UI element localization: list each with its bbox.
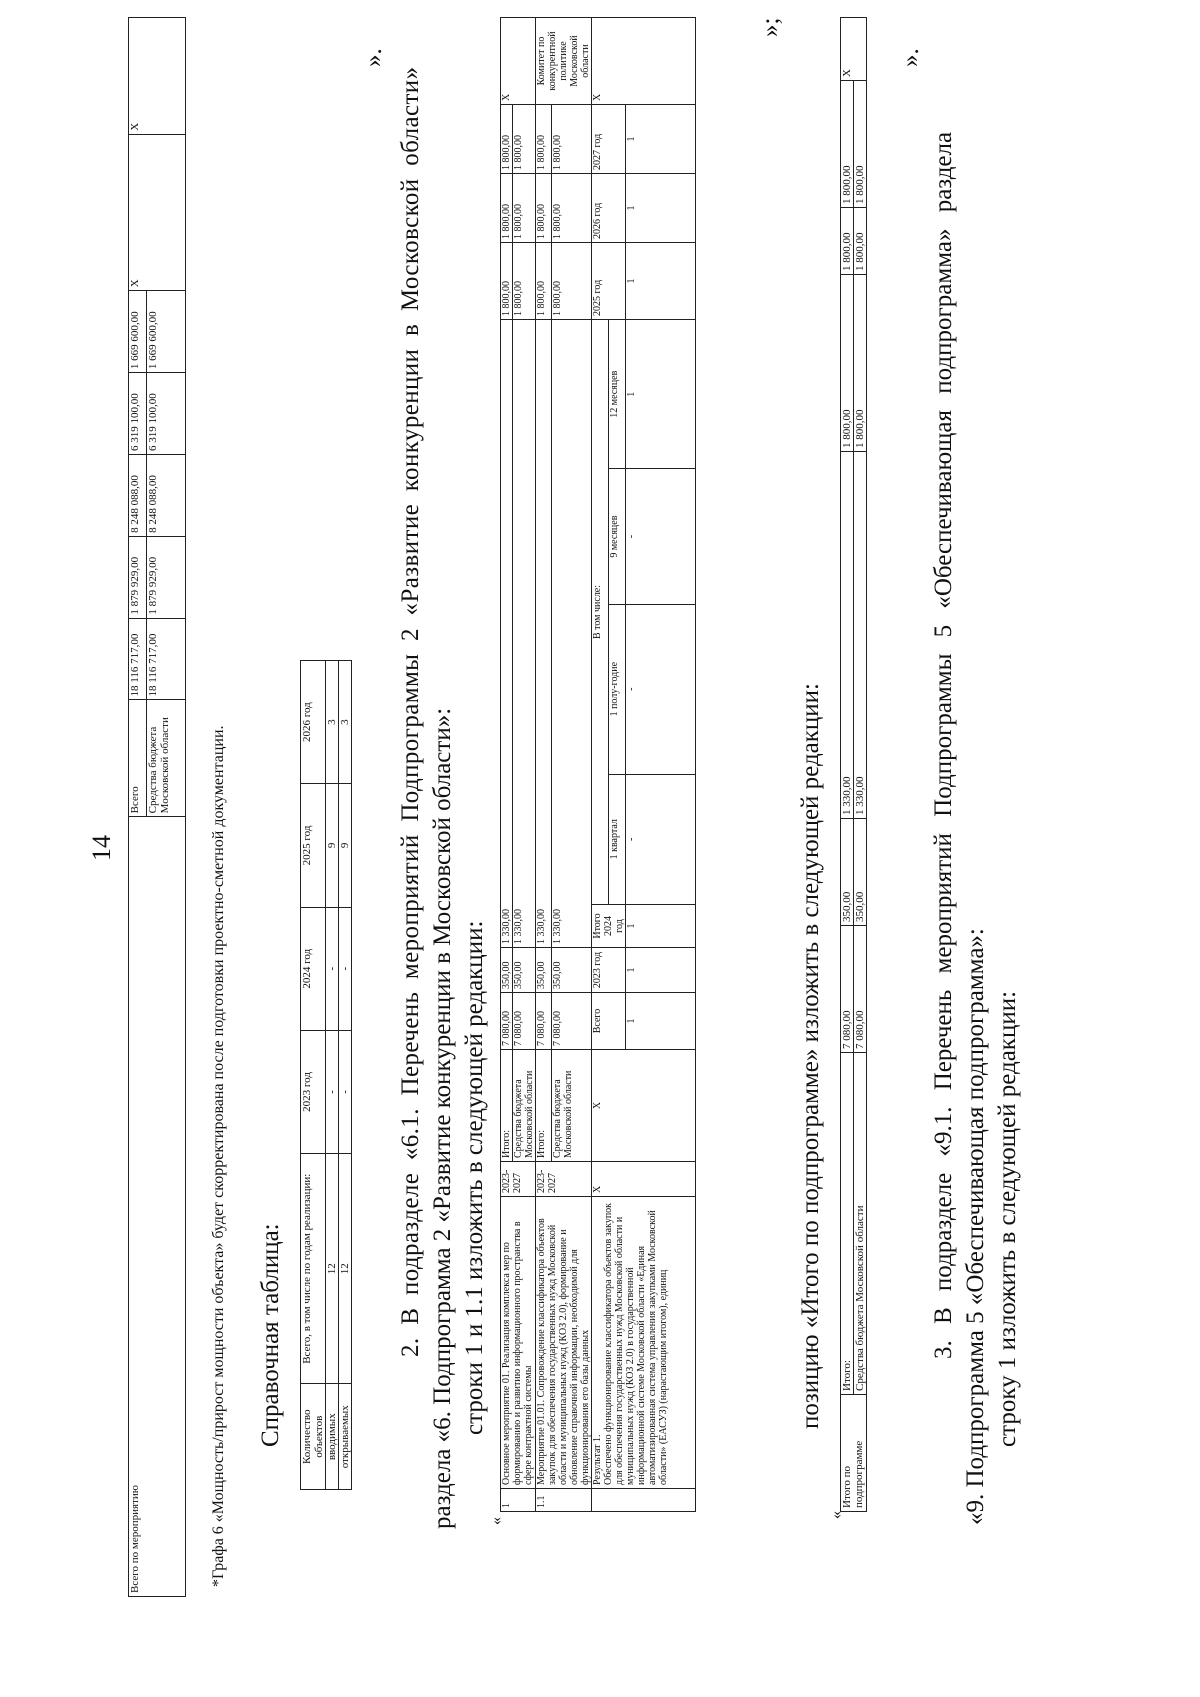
row-resp: Комитет по конкурентной политике Московской области [536, 18, 592, 105]
itogo-paragraph: позицию «Итого по подпрограмме» изложить в следующей редакции: [797, 683, 824, 1429]
itogo-table [840, 17, 867, 1512]
top-cell: 18 116 717,00 [147, 618, 186, 700]
top-total-label: Всего по мероприятию [129, 817, 186, 1597]
result-h-2026: 2026 год [592, 174, 626, 243]
top-cell: 1 669 600,00 [147, 291, 186, 373]
ref-header: Всего, в том числе по годам реализации: [301, 1154, 326, 1384]
row-num: 1 [501, 1489, 536, 1512]
top-cell: 6 319 100,00 [147, 373, 186, 455]
row-y2025: 1 800,00 [552, 243, 592, 320]
result-v-2026: 1 [626, 174, 696, 243]
para2-line2: раздела «6. Подпрограмма 2 «Развитие конкуренции в Московской области»: [429, 707, 456, 1529]
top-x: X [129, 18, 186, 135]
itogo-x: X [841, 18, 867, 81]
result-v-2023: 1 [626, 948, 696, 993]
result-v-itogo: 1 [626, 905, 696, 948]
ref-cell: 9 [326, 784, 339, 907]
ref-cell: открываемых [339, 1384, 352, 1490]
result-text [592, 1197, 696, 1489]
ref-cell: - [326, 907, 339, 1030]
row-src: Средства бюджета Московской области [513, 1050, 536, 1162]
row-y2026: 1 800,00 [513, 174, 536, 243]
top-cell: 18 116 717,00 [129, 618, 147, 700]
row-total: 7 080,00 [552, 993, 592, 1050]
top-total-table [128, 17, 186, 1597]
result-v-2025: 1 [626, 243, 696, 320]
close-quote-1: ». [360, 48, 387, 67]
itogo-cell: 1 800,00 [854, 208, 867, 275]
row-y2024: 1 330,00 [536, 320, 552, 948]
top-cell: 1 879 929,00 [147, 536, 186, 618]
row-y2027: 1 800,00 [513, 105, 536, 174]
ref-cell: - [326, 1030, 339, 1153]
row-y2025: 1 800,00 [536, 243, 552, 320]
row-src: Средства бюджета Московской области [552, 1050, 592, 1162]
itogo-cell: 350,00 [854, 819, 867, 926]
row-y2027: 1 800,00 [552, 105, 592, 174]
row-period: 2023-2027 [536, 1162, 592, 1197]
row-resp: X [501, 18, 536, 105]
reference-heading: Справочная таблица: [257, 1223, 284, 1447]
ref-cell: 12 [339, 1154, 352, 1384]
result-h-2023: 2023 год [592, 948, 626, 993]
itogo-cell: 7 080,00 [841, 926, 854, 1053]
result-h-incl: В том числе: [592, 320, 609, 905]
para2-line3: строки 1 и 1.1 изложить в следующей редакции: [461, 920, 488, 1435]
reference-table [300, 660, 352, 1490]
ref-header: 2026 год [301, 661, 326, 784]
top-cell: 6 319 100,00 [129, 373, 147, 455]
para3-line1: 3. В подразделе «9.1. Перечень мероприятий Подпрограммы 5 «Обеспечивающая подпрограмма» раздела [930, 131, 957, 1359]
ref-cell: 3 [326, 661, 339, 784]
itogo-cell: 350,00 [841, 819, 854, 926]
itogo-cell: 1 800,00 [841, 81, 854, 208]
top-cell: 1 669 600,00 [129, 291, 147, 373]
row-total: 7 080,00 [536, 993, 552, 1050]
row-y2026: 1 800,00 [552, 174, 592, 243]
itogo-cell: 1 330,00 [854, 452, 867, 819]
para3-line3: строку 1 изложить в следующей редакции: [994, 990, 1021, 1447]
itogo-cell: 7 080,00 [854, 926, 867, 1053]
row-y2024: 1 330,00 [501, 320, 513, 948]
result-v-m9: - [626, 469, 696, 604]
row-name: Основное мероприятие 01. Реализация комплекса мер по формированию и развитию информационного пространства в сфере контрактной системы [501, 1197, 536, 1489]
result-v-h1: - [626, 604, 696, 774]
row-total: 7 080,00 [501, 993, 513, 1050]
itogo-cell: 1 800,00 [841, 275, 854, 452]
page-number: 14 [87, 835, 116, 861]
result-h-m12: 12 месяцев [609, 320, 626, 469]
ref-cell: вводимых [326, 1384, 339, 1490]
row-y2023: 350,00 [513, 948, 536, 993]
result-v-total: 1 [626, 993, 696, 1050]
row-y2023: 350,00 [552, 948, 592, 993]
row-y2025: 1 800,00 [513, 243, 536, 320]
open-quote: « [488, 1517, 505, 1525]
row-num: 1.1 [536, 1489, 592, 1512]
open-quote: « [828, 1511, 845, 1519]
ref-cell: 9 [339, 784, 352, 907]
row-y2025: 1 800,00 [501, 243, 513, 320]
top-row-label: Всего [129, 700, 147, 817]
footnote: *Графа 6 «Мощность/прирост мощности объекта» будет скорректирована после подготовки проектно-сметной документации. [210, 725, 227, 1587]
result-h-itogo: Итого 2024 год [592, 905, 626, 948]
itogo-src: Средства бюджета Московской области [854, 1053, 867, 1395]
para2-line1: 2. В подразделе «6.1. Перечень мероприятий Подпрограммы 2 «Развитие конкуренции в Московской области» [397, 66, 424, 1357]
result-x: X [592, 18, 696, 105]
ref-header: 2025 год [301, 784, 326, 907]
row-y2026: 1 800,00 [536, 174, 552, 243]
itogo-src: Итого: [841, 1053, 854, 1395]
result-description: Обеспечено функционирование классификатора объектов закупок для обеспечения государственных нужд Московской области и муниципальных нужд (КОЗ 2.0) в государственной информационной системе Московской области «Единая автоматизированная система управления закупками Московской области» (ЕАСУЗ) (нарастающим итогом), единиц [603, 1202, 669, 1485]
top-cell: 8 248 088,00 [129, 454, 147, 536]
ref-header: Количество объектов [301, 1384, 326, 1490]
result-h-total: Всего [592, 993, 626, 1050]
ref-cell: - [339, 907, 352, 1030]
row-period: 2023-2027 [501, 1162, 536, 1197]
top-x: X [129, 134, 186, 291]
result-v-q1: - [626, 774, 696, 904]
para3-line2: «9. Подпрограмма 5 «Обеспечивающая подпрограмма»: [962, 928, 989, 1525]
row-src: Итого: [501, 1050, 513, 1162]
result-h-2027: 2027 год [592, 105, 626, 174]
top-cell: 8 248 088,00 [147, 454, 186, 536]
itogo-cell: 1 800,00 [841, 208, 854, 275]
close-quote-3: ». [897, 48, 924, 67]
row-src: Итого: [536, 1050, 552, 1162]
ref-cell: 3 [339, 661, 352, 784]
top-row-label: Средства бюджета Московской области [147, 700, 186, 817]
measures-table [500, 17, 696, 1512]
top-cell: 1 879 929,00 [129, 536, 147, 618]
row-name: Мероприятие 01.01. Сопровождение классификатора объектов закупок для обеспечения государственных нужд Московской области и муниципальных нужд (КОЗ 2.0), формирование и обновление справочной информации, необходимой для функционирования его базы данных [536, 1197, 592, 1489]
itogo-cell: 1 800,00 [854, 81, 867, 208]
result-v-2027: 1 [626, 105, 696, 174]
row-y2024: 1 330,00 [552, 320, 592, 948]
row-y2026: 1 800,00 [501, 174, 513, 243]
row-total: 7 080,00 [513, 993, 536, 1050]
row-y2023: 350,00 [536, 948, 552, 993]
row-y2027: 1 800,00 [536, 105, 552, 174]
row-y2027: 1 800,00 [501, 105, 513, 174]
itogo-label: Итого по подпрограмме [841, 1395, 867, 1512]
result-h-2025: 2025 год [592, 243, 626, 320]
result-h-m9: 9 месяцев [609, 469, 626, 604]
ref-cell: 12 [326, 1154, 339, 1384]
ref-cell: - [339, 1030, 352, 1153]
row-y2024: 1 330,00 [513, 320, 536, 948]
itogo-cell: 1 330,00 [841, 452, 854, 819]
result-h-q1: 1 квартал [609, 774, 626, 904]
result-h-h1: 1 полу-годие [609, 604, 626, 774]
itogo-cell: 1 800,00 [854, 275, 867, 452]
close-quote-2: »; [757, 17, 784, 37]
result-v-m12: 1 [626, 320, 696, 469]
ref-header: 2023 год [301, 1030, 326, 1153]
result-x: X [592, 1162, 696, 1197]
result-title: Результат 1. [592, 1434, 603, 1485]
ref-header: 2024 год [301, 907, 326, 1030]
result-x: X [592, 1050, 696, 1162]
row-y2023: 350,00 [501, 948, 513, 993]
